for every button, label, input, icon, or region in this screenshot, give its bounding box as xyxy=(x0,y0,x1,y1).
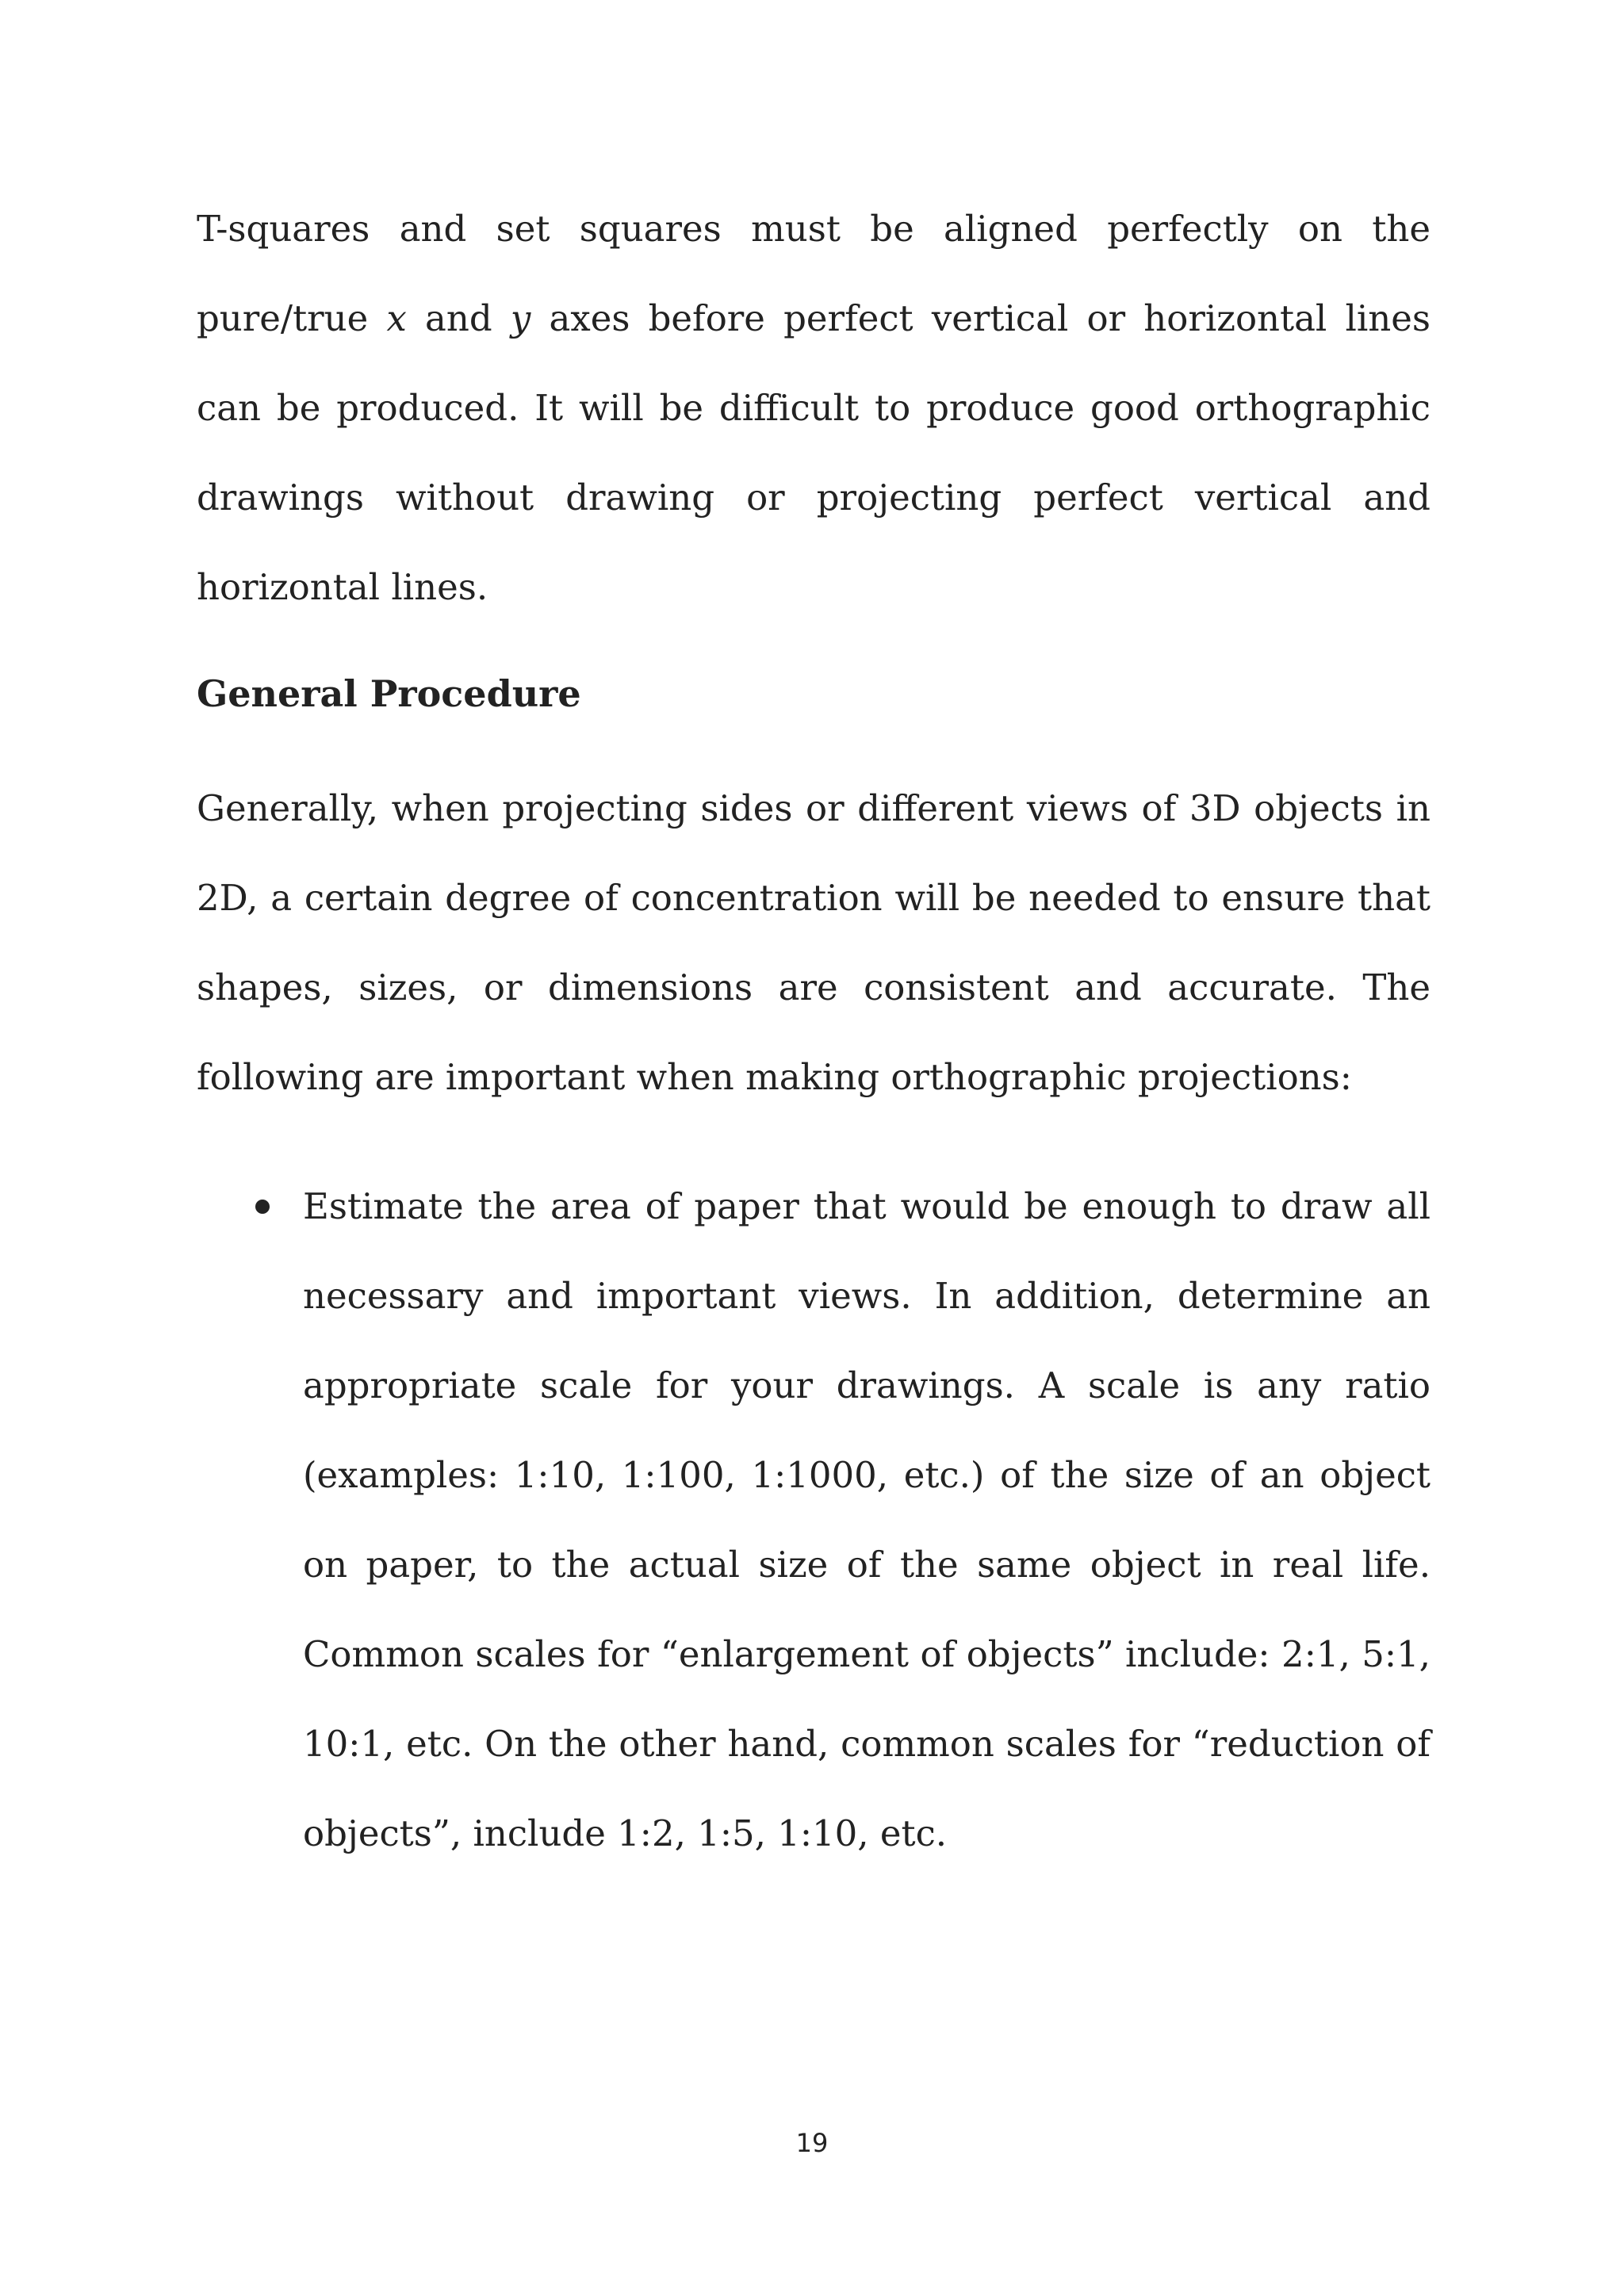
intro-text-part3: axes before perfect vertical or horizontal lines can be produced. It will be difficult to produce good orthographic drawings without drawing or projecting perfect vertical and horizontal lines. xyxy=(197,297,1431,608)
list-item xyxy=(197,1161,1431,1878)
list-item-text: Estimate the area of paper that would be enough to draw all necessary and important views. In addition, determine an appropriate scale for your drawings. A scale is any ratio (examples: 1:10, 1:100, 1:1000, etc.) of the size of an object on paper, to the actual size of the same object in real life. Common scales for “enlargement of objects” include: 2:1, 5:1, 10:1, etc. On the other hand, common scales for “reduction of objects”, include 1:2, 1:5, 1:10, etc. xyxy=(303,1185,1431,1854)
intro-paragraph xyxy=(197,184,1431,632)
intro-text-part1: T-squares and set squares must be aligned perfectly on the pure/true xyxy=(197,208,1431,339)
intro-text-part2: and xyxy=(406,297,511,339)
procedure-paragraph: Generally, when projecting sides or different views of 3D objects in 2D, a certain degree of concentration will be needed to ensure that shapes, sizes, or dimensions are consistent and accurate. The following are important when making orthographic projections: xyxy=(197,787,1431,1098)
page-number: 19 xyxy=(795,2128,829,2158)
bullet-icon xyxy=(255,1200,270,1214)
variable-x: x xyxy=(386,297,407,339)
page-content xyxy=(197,184,1431,1878)
variable-y: y xyxy=(510,297,531,339)
bullet-list xyxy=(197,1161,1431,1878)
section-heading: General Procedure xyxy=(197,672,581,715)
